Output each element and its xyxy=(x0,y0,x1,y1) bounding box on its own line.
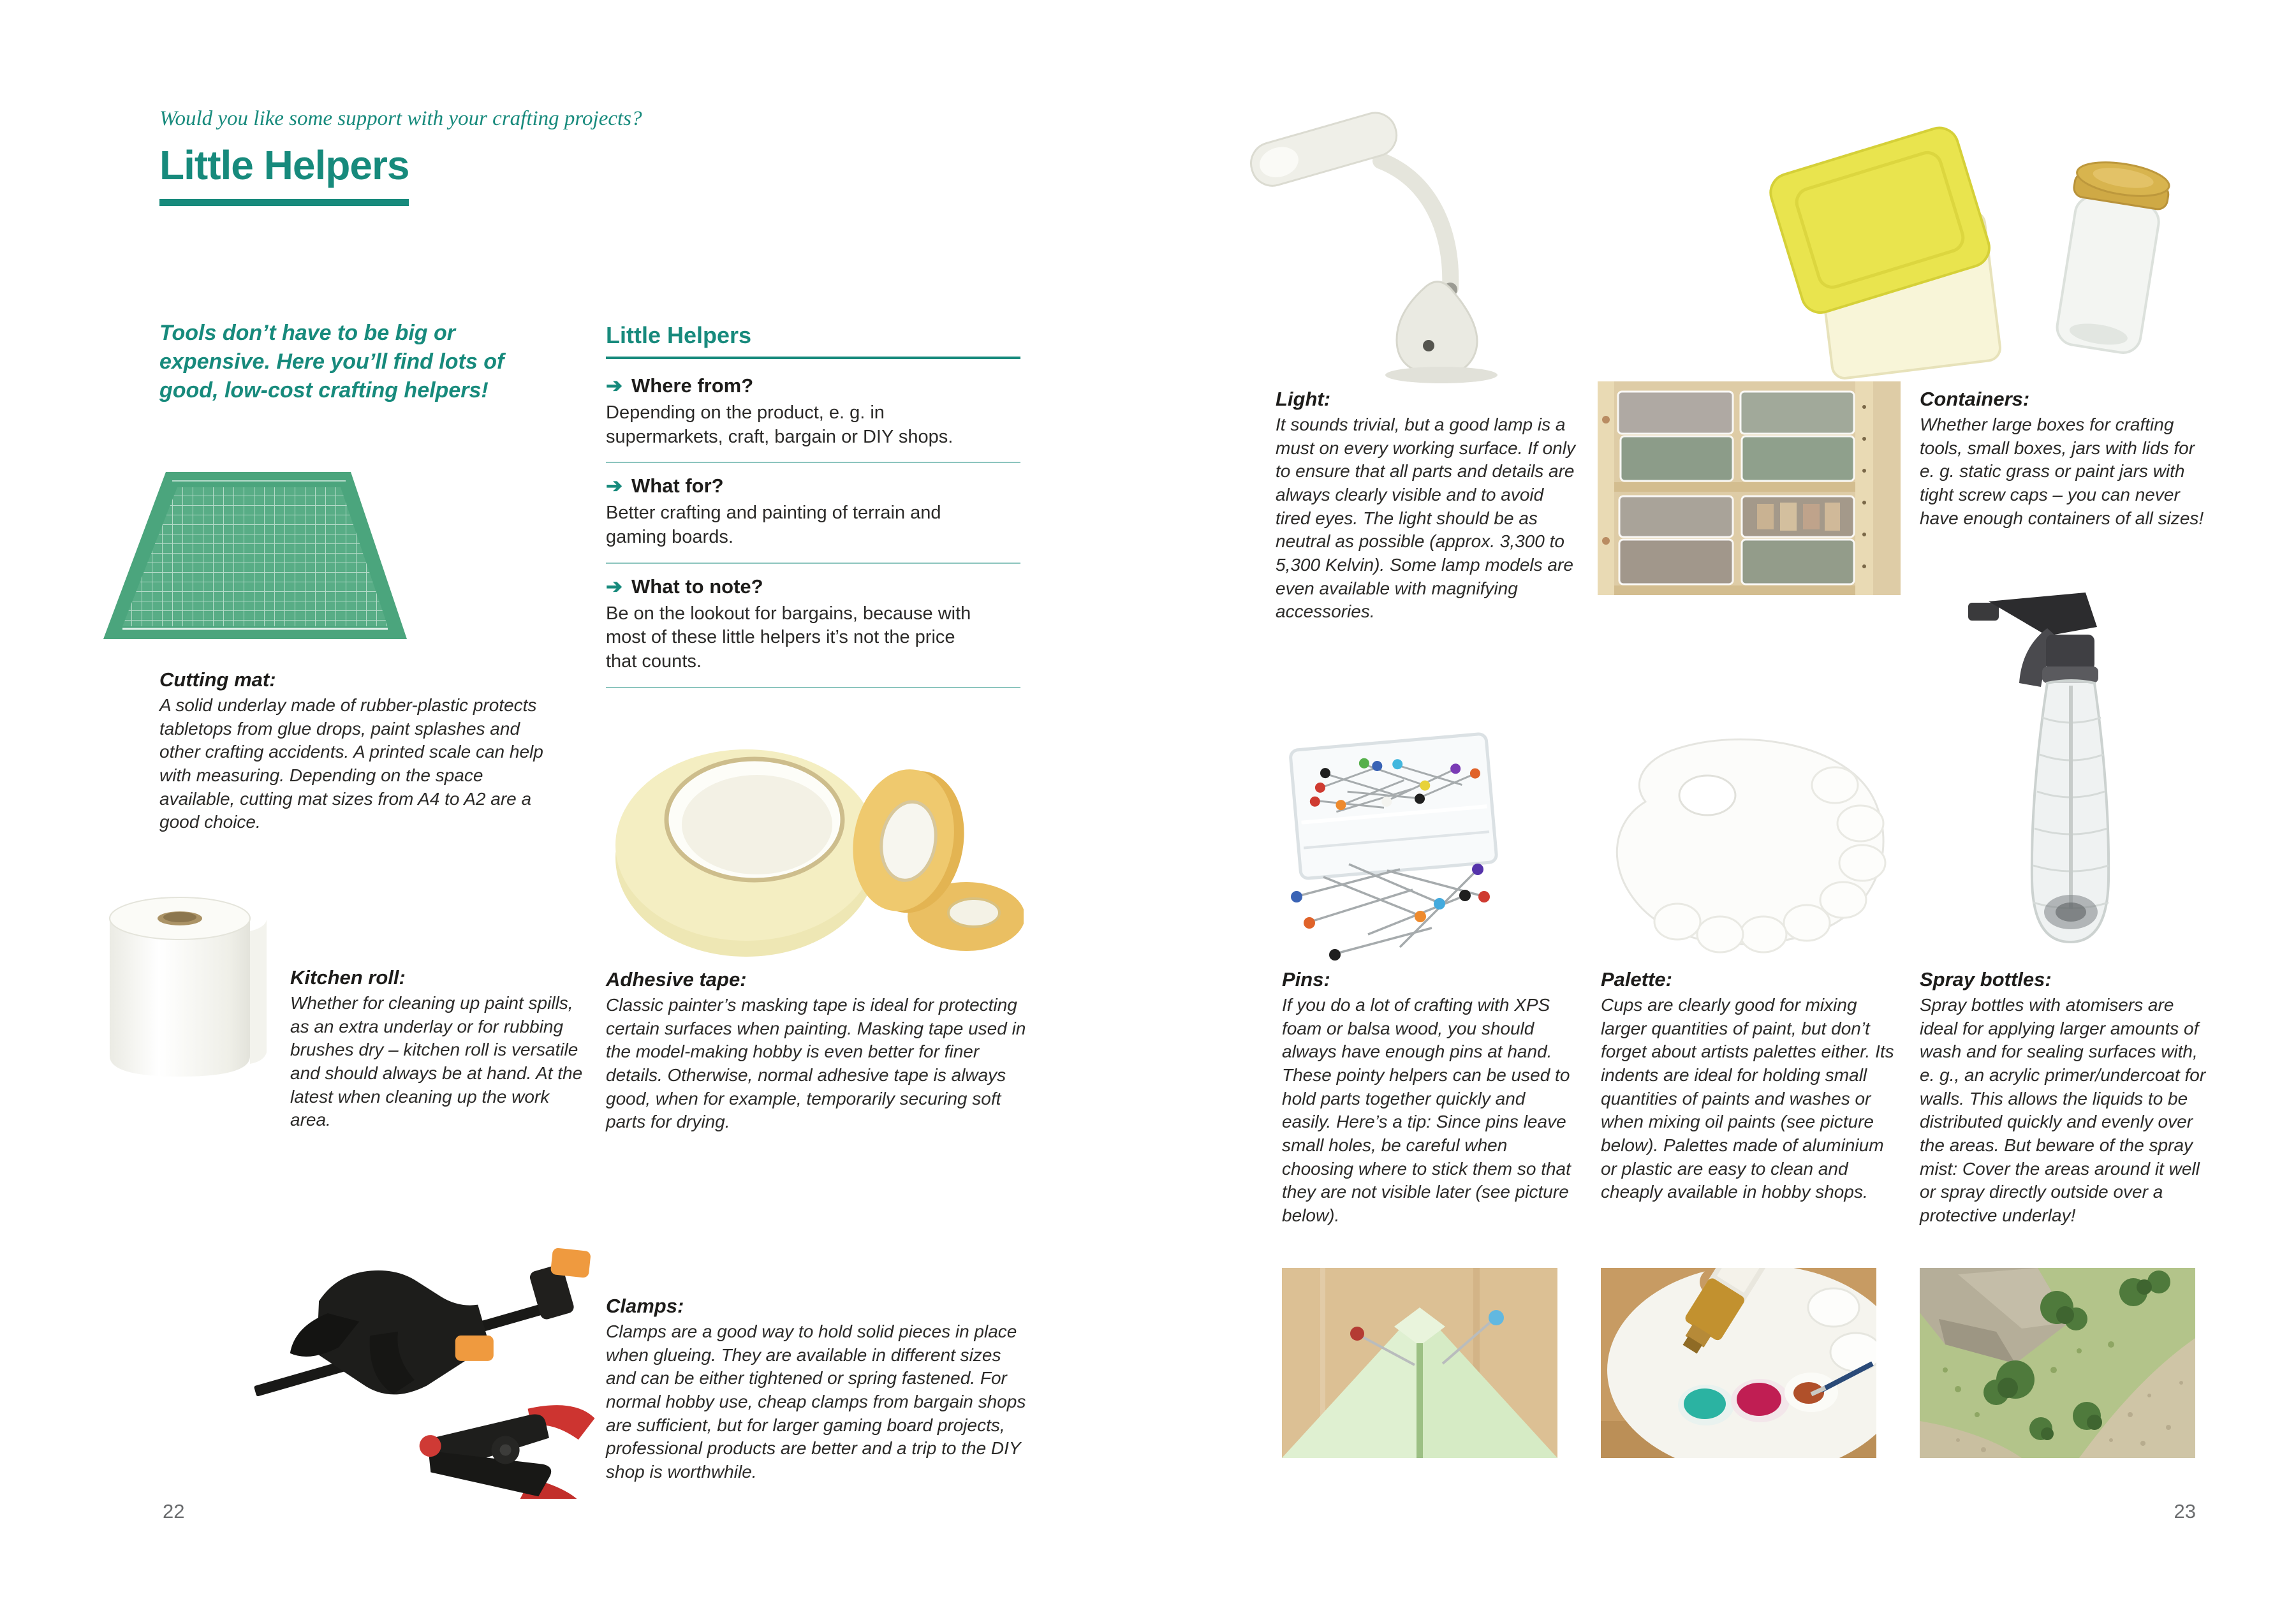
kitchen-roll-illustration xyxy=(103,892,270,1086)
palette-illustration xyxy=(1572,724,1910,957)
kitchen-roll-body: Whether for cleaning up paint spills, as an extra underlay or for rubbing brushes dry – kitchen roll is versatile and should always be at hand. At the latest when cleaning up the work area. xyxy=(290,993,583,1130)
info-body-what-to-note: Be on the lookout for bargains, because with most of these little helpers it’s not the price that counts. xyxy=(606,603,971,672)
spray-bottle-illustration xyxy=(1952,590,2165,963)
plastic-box xyxy=(1766,124,2001,379)
info-box xyxy=(606,322,1020,688)
trigger-clamp xyxy=(232,1209,615,1433)
clamps-heading: Clamps: xyxy=(606,1295,684,1317)
page-title: Little Helpers xyxy=(159,142,409,206)
info-box-section-what-to-note xyxy=(606,564,1020,688)
adhesive-tape-body: Classic painter’s masking tape is ideal for protecting certain surfaces when painting. Masking tape used in the model-making hobby is even better for finer details. Otherwise, normal adhesive tape is always good, when for example, temporarily securing soft parts for drying. xyxy=(606,995,1026,1132)
arrow-icon: ➔ xyxy=(606,374,622,397)
info-heading-what-to-note: What to note? xyxy=(631,575,763,598)
containers-heading: Containers: xyxy=(1920,388,2030,410)
light-body: It sounds trivial, but a good lamp is a must on every working surface. If only to ensure that all parts and details are always clearly visible and to avoid tired eyes. The light should be as neutral as possible (approx. 3,300 to 5,300 Kelvin). Some lamp models are even available with magnifying accessories. xyxy=(1276,415,1575,622)
kicker-line: Would you like some support with your crafting projects? xyxy=(159,107,642,130)
clamps-block xyxy=(606,1295,1030,1484)
spray-bottle-photo xyxy=(1952,590,2165,963)
page-number-right: 23 xyxy=(2174,1500,2196,1522)
kitchen-roll-heading: Kitchen roll: xyxy=(290,966,406,989)
info-body-where-from: Depending on the product, e. g. in supermarkets, craft, bargain or DIY shops. xyxy=(606,402,953,447)
info-box-title: Little Helpers xyxy=(606,322,1020,359)
page-title-wrap xyxy=(159,142,409,206)
info-body-what-for: Better crafting and painting of terrain and gaming boards. xyxy=(606,503,941,548)
adhesive-tape-illustration xyxy=(609,730,1024,960)
palette-body: Cups are clearly good for mixing larger quantities of paint, but don’t forget about artists palettes either. Its indents are ideal for holding small quantities of paints and washes or when mixing oil paints (see picture below). Palettes made of aluminium or plastic are easy to clean and cheaply available in hobby shops. xyxy=(1601,995,1894,1202)
spring-clamp xyxy=(413,1391,596,1499)
spray-bottles-block xyxy=(1920,968,2210,1228)
scattered-pins xyxy=(1298,864,1483,954)
pins-body: If you do a lot of crafting with XPS foam or balsa wood, you should always have enough pins at hand. These pointy helpers can be used to hold parts together quickly and easily. Here’s a tip: Since pins leave small holes, be careful when choosing where to stick them so that they are not visible later (see picture below). xyxy=(1282,995,1571,1226)
intro-paragraph: Tools don’t have to be big or expensive. Here you’ll find lots of good, low-cost crafting helpers! xyxy=(159,321,504,402)
palette-heading: Palette: xyxy=(1601,968,1672,990)
spray-bottles-body: Spray bottles with atomisers are ideal for applying larger amounts of wash and for sealing surfaces with, e. g., an acrylic primer/undercoat for walls. This allows the liquids to be distributed quickly and evenly over the areas. But beware of the spray mist: Cover the areas around it well or spray directly outside over a protective underlay! xyxy=(1920,995,2206,1226)
cutting-mat-photo xyxy=(101,467,410,649)
containers-illustration xyxy=(1722,124,2207,383)
cutting-mat-body: A solid underlay made of rubber-plastic protects tabletops from glue drops, paint splashes and other crafting accidents. A printed scale can help with measuring. Depending on the space available, cutting mat sizes from A4 to A2 are a good choice. xyxy=(159,695,543,832)
kitchen-roll-block xyxy=(290,966,593,1132)
cutting-mat-block xyxy=(159,668,555,834)
light-heading: Light: xyxy=(1276,388,1331,410)
info-heading-where-from: Where from? xyxy=(631,374,754,397)
palette-block xyxy=(1601,968,1897,1204)
pins-in-foam-photo xyxy=(1282,1268,1557,1458)
lamp-photo xyxy=(1237,102,1569,386)
palette-photo xyxy=(1572,724,1910,957)
clamps-photo xyxy=(210,1199,631,1499)
page-number-left: 22 xyxy=(163,1500,185,1522)
arrow-icon: ➔ xyxy=(606,575,622,598)
adhesive-tape-photo xyxy=(609,730,1024,960)
cutting-mat-heading: Cutting mat: xyxy=(159,668,276,691)
pins-heading: Pins: xyxy=(1282,968,1330,990)
glass-jar xyxy=(2050,157,2172,357)
containers-block xyxy=(1920,388,2210,530)
light-block xyxy=(1276,388,1582,624)
info-heading-what-for: What for? xyxy=(631,475,724,497)
pins-photo xyxy=(1272,705,1566,963)
info-box-section-where-from xyxy=(606,363,1020,463)
lamp-illustration xyxy=(1237,102,1569,386)
adhesive-tape-heading: Adhesive tape: xyxy=(606,968,747,990)
pins-illustration xyxy=(1272,705,1566,963)
containers-body: Whether large boxes for crafting tools, small boxes, jars with lids for e. g. static grass or paint jars with tight screw caps – you can never have enough containers of all sizes! xyxy=(1920,415,2204,528)
terrain-photo xyxy=(1920,1268,2195,1458)
storage-boxes-photo xyxy=(1598,381,1901,595)
cutting-mat-illustration xyxy=(101,467,410,649)
pins-block xyxy=(1282,968,1578,1228)
clamps-illustration xyxy=(210,1199,631,1499)
kitchen-roll-photo xyxy=(103,892,270,1086)
palette-in-use-photo xyxy=(1601,1268,1876,1458)
info-box-section-what-for xyxy=(606,463,1020,563)
containers-photo xyxy=(1722,124,2207,383)
adhesive-tape-block xyxy=(606,968,1030,1134)
spray-bottles-heading: Spray bottles: xyxy=(1920,968,2052,990)
arrow-icon: ➔ xyxy=(606,475,622,497)
clamps-body: Clamps are a good way to hold solid pieces in place when glueing. They are available in different sizes and can be either tightened or spring fastened. For normal hobby use, cheap clamps from bargain shops are sufficient, but for larger gaming board projects, professional products are better and a trip to the DIY shop is worthwhile. xyxy=(606,1322,1026,1482)
